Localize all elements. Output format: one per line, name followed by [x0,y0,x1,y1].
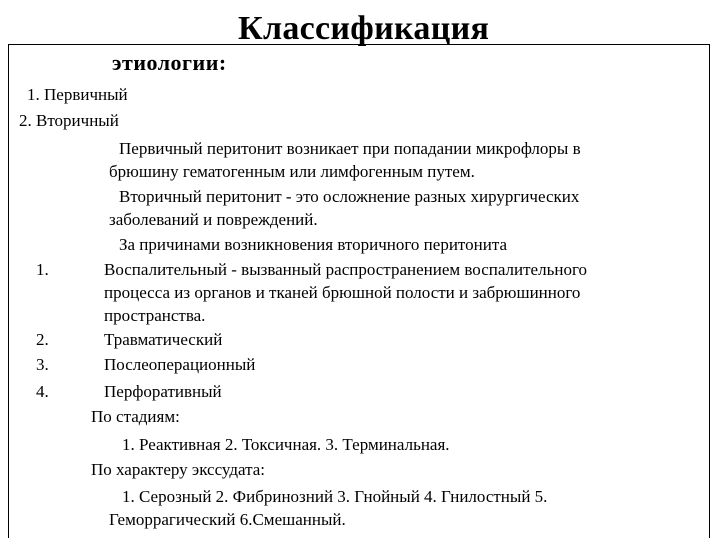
cause-number: 3. [36,355,49,374]
cause-inflammatory-line1: Воспалительный - вызванный распространением воспалительного [104,260,587,279]
stages-list: 1. Реактивная 2. Токсичная. 3. Терминальная. [122,435,450,454]
cause-number: 1. [36,260,49,279]
cause-traumatic: Травматический [104,330,223,349]
exudate-list-line1: 1. Серозный 2. Фибринозний 3. Гнойный 4. Гнилостный 5. [122,487,548,506]
stages-heading: По стадиям: [91,407,180,426]
slide-title: Классификация [238,10,490,47]
secondary-definition-line1: Вторичный перитонит - это осложнение разных хирургических [119,187,580,206]
cause-number: 2. [36,330,49,349]
etiology-item-primary: 1. Первичный [27,85,128,104]
causes-heading: За причинами возникновения вторичного перитонита [119,235,507,254]
secondary-definition-line2: заболеваний и повреждений. [109,210,318,229]
cause-inflammatory-line2: процесса из органов и тканей брюшной полости и забрюшинного [104,283,581,302]
etiology-item-secondary: 2. Вторичный [19,111,119,130]
slide-subtitle: этиологии: [112,50,227,75]
primary-definition-line2: брюшину гематогенным или лимфогенным путем. [109,162,475,181]
primary-definition-line1: Первичный перитонит возникает при попадании микрофлоры в [119,139,581,158]
cause-perforative: Перфоративный [104,382,222,401]
cause-inflammatory-line3: пространства. [104,306,206,325]
exudate-list-line2: Геморрагический 6.Смешанный. [109,510,346,529]
cause-number: 4. [36,382,49,401]
cause-postoperative: Послеоперационный [104,355,256,374]
exudate-heading: По характеру экссудата: [91,460,266,479]
